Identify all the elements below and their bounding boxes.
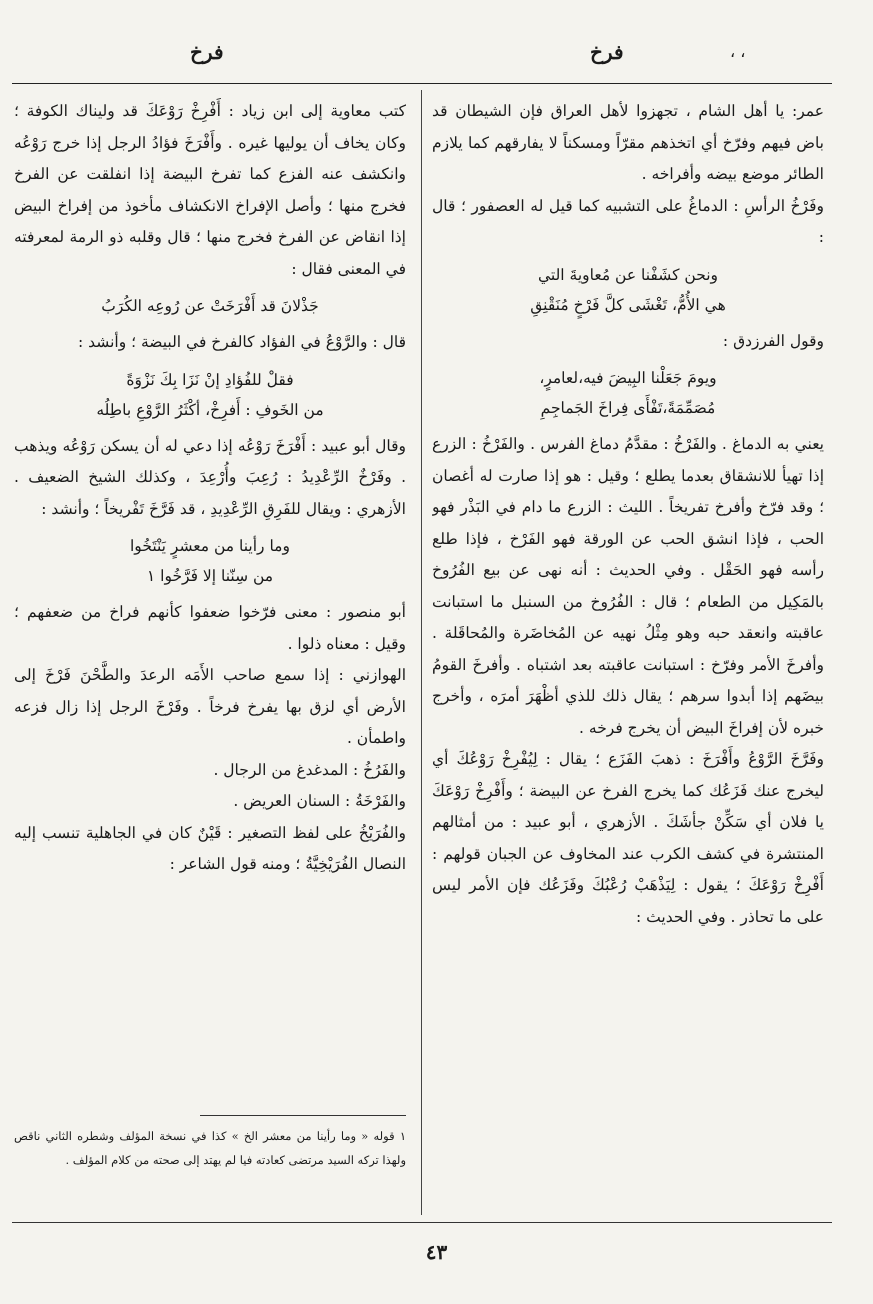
- verse-line: من سِنّنا إلا فَرَّخُوا ١: [146, 567, 274, 585]
- paragraph: والفَرُخُ : المدغدغ من الرجال .: [213, 760, 406, 779]
- header-rule: [12, 83, 832, 84]
- footnote: ١ قوله « وما رأينا من معشر الخ » كذا في نسخة المؤلف وشطره الثاني ناقص ولهذا تركه السيد مرتضى كعادته فيا لم يهتد إلى صحته من كلام المؤلف .: [14, 1129, 406, 1167]
- paragraph: عمر: يا أهل الشام ، تجهزوا لأهل العراق فإن الشيطان قد باض فيهم وفرّخ أي اتخذهم مقرّاً ومسكناً لا يفارقهم كما يلازم الطائر موضع بيضه وأفراخه .: [432, 102, 824, 183]
- verse-line: وما رأينا من معشرٍ يَنْتَخُوا: [130, 537, 290, 555]
- verse: [14, 531, 406, 591]
- paragraph: الهوازني : إذا سمع صاحب الأَمَه الرعدَ والطَّحْنَ فَرْخَ إلى الأرض أي لزق بها يفرخ فرخاً . وفَرْخَ الرجل إذا زال فزعه واطمأن .: [14, 666, 406, 747]
- verse-line: ويومَ جَعَلْنا البِيضَ فيه،لعامرٍ،: [539, 369, 717, 387]
- header-marks: ، ،: [730, 42, 746, 61]
- verse-line: هي الأُمُّ، تَغْشَى كلَّ فَرْخٍ مُنَقْنِقِ: [530, 295, 726, 314]
- paragraph: وقال أبو عبيد : أَفْرَخَ رَوْعُه إذا دعي له أن يسكن رَوْعُه ويذهب . وفَرْخٌ الرِّعْدِيدُ : رُعِبَ وأُرْعِدَ ، وكذلك الشيخ الضعيف . الأزهري : ويقال للفَرِقِ الرِّعْدِيدِ ، قد فَرَّخَ تَفْريخاً ؛ وأنشد :: [14, 436, 406, 518]
- footer-rule: [12, 1222, 832, 1223]
- verse-line: من الخَوفِ : أَفرِخْ، أكْثَرُ الرَّوْعِ باطِلُه: [96, 400, 324, 419]
- left-column: [14, 96, 406, 1106]
- footnote-rule: [200, 1115, 406, 1116]
- paragraph: قال : والرَّوْعُ في الفؤاد كالفرخ في البيضة ؛ وأنشد :: [77, 333, 406, 351]
- verse: [432, 260, 824, 320]
- headword-right: فرخ: [590, 40, 624, 64]
- right-column: [432, 96, 824, 1211]
- paragraph: وفَرْخُ الرأسِ : الدماغُ على التشبيه كما قيل له العصفور ؛ قال :: [432, 196, 824, 246]
- paragraph: أبو منصور : معنى فرّخوا ضعفوا كأنهم فراخ من ضعفهم ؛ وقيل : معناه ذلوا .: [14, 603, 406, 653]
- headword-left: فرخ: [190, 40, 224, 64]
- column-divider: [421, 90, 422, 1215]
- paragraph: وفَرَّخَ الرَّوْعُ وأَفْرَخَ : ذهبَ الفَزَع ؛ يقال : لِيُفْرِخْ رَوْعُكَ أي ليخرج عنك فَزَعُك كما يخرج الفرخ عن البيضة ؛ وأَفْرِخْ رَوْعَكَ يا فلان أي سَكِّنْ جأشَكَ . الأزهري ، أبو عبيد : من أمثالهم المنتشرة في كشف الكرب عند المخاوف عن الجبان قولهم : أَفْرِخْ رَوْعَكَ ؛ يقول : لِيَذْهَبْ رُعْبُكَ وفَزَعُك فإن الأمر ليس على ما تحاذر . وفي الحديث :: [432, 750, 824, 926]
- verse: [432, 363, 824, 423]
- paragraph: وقول الفرزدق :: [722, 331, 824, 350]
- page-header: [0, 40, 873, 80]
- verse-line: فقلْ للفُؤادِ إنْ نَزَا بِكَ نَزْوَةً: [126, 370, 294, 389]
- verse-line: مُصَمِّمَةً،تَفْأَى فِراخَ الجَماجِمِ: [540, 399, 716, 417]
- paragraph: والفَرْخَةُ : السنان العريض .: [233, 792, 406, 810]
- verse: [14, 291, 406, 321]
- paragraph: كتب معاوية إلى ابن زياد : أَفْرِخْ رَوْعَكَ قد وليناك الكوفة ؛ وكان يخاف أن يوليها غيره . وأَفْرَخَ فؤادُ الرجل إذا خرج رَوْعُه وانكشف عنه الفزع كما تفرخ البيضة إذا انفلقت عن الفرخ فخرج منها ؛ وأصل الإفراخ الانكشاف مأخوذ من إفراخ البيض إذا انقاض عن الفرخ فخرج منها ؛ قال وقلبه ذو الرمة لمعرفته في المعنى فقال :: [14, 102, 406, 278]
- paragraph: يعني به الدماغ . والفَرْخُ : مقدَّمُ دماغ الفرس . والفَرْخُ : الزرع إذا تهيأ للانشقاق بعدما يطلع ؛ وقيل : هو إذا صارت له أغصان ؛ وقد فرّخ وأفرخ تفريخاً . الليث : الزرع ما دام في البَذْر فهو الحب ، فإذا انشق الحب عن الورقة فهو الفَرْخ ، فإذا طلع رأسه فهو الحَقْل . وفي الحديث : أنه نهى عن بيع الفُرُوخ بالمَكِيل من الطعام ؛ قال : الفُرُوخ من السنبل ما استبانت عاقبته وانعقد حبه وهو مِثْلُ نهيه عن المُخاضَرة والمُحاقَلة . وأفرخَ الأمر وفرّخ : استبانت عاقبته بعد اشتباه . وأفرخَ القومُ بيضَهم إذا أبدوا سرهم ؛ يقال ذلك للذي أظْهَرَ أمرَه ، وأخرج خبره لأن إفراخَ البيض أن يخرج فرخه .: [432, 435, 824, 737]
- verse-line: جَذْلانَ قد أَفْرَخَتْ عن رُوعِه الكُرَبُ: [101, 297, 319, 315]
- paragraph: والفُرَيْخُ على لفظ التصغير : قَيْنٌ كان في الجاهلية تنسب إليه النصال الفُرَيْخِيَّةُ ؛ ومنه قول الشاعر :: [14, 823, 406, 873]
- page-number: ٤٣: [425, 1240, 448, 1264]
- verse-line: ونحن كشَفْنا عن مُعاويةَ التي: [537, 265, 719, 284]
- verse: [14, 365, 406, 425]
